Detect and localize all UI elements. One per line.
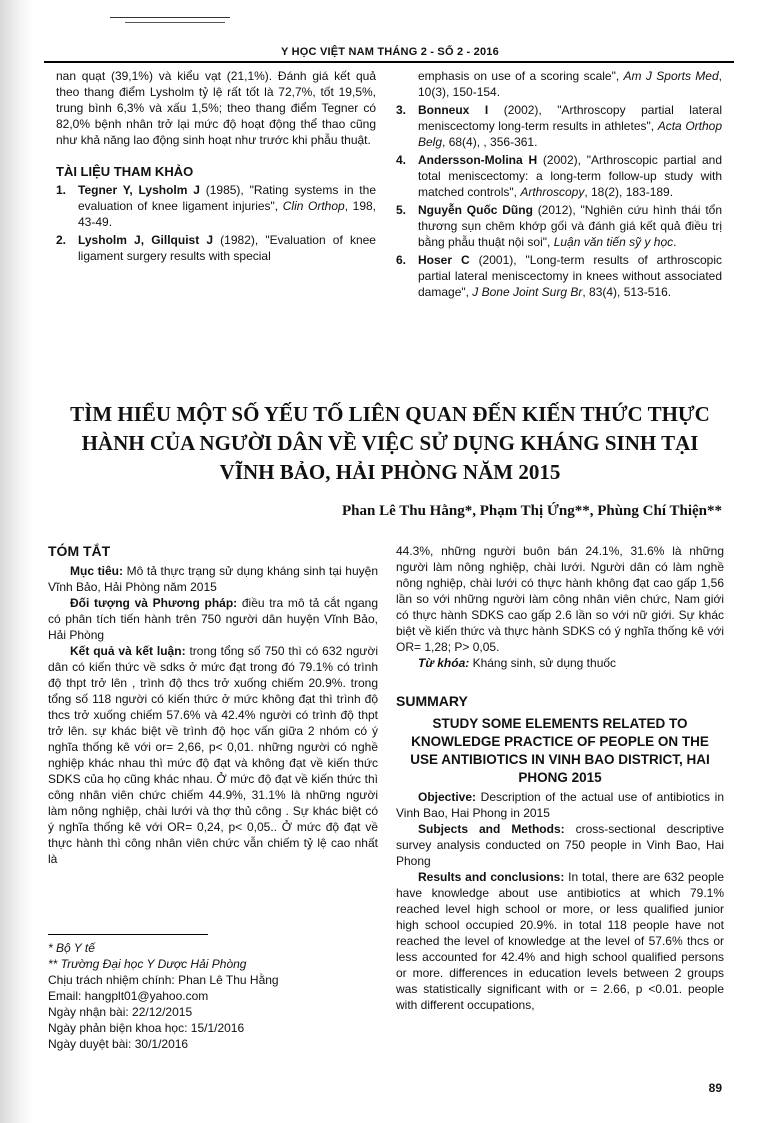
reference-text: (1985), "Rating systems in the evaluation of knee ligament injuries",	[78, 183, 376, 213]
reference-item	[396, 252, 722, 300]
running-header: Y HỌC VIỆT NAM THÁNG 2 - SỐ 2 - 2016	[281, 46, 499, 58]
reference-tail: , 18(2), 183-189.	[584, 185, 674, 199]
abstract-methods	[48, 595, 378, 643]
reference-text: (1982), "Evaluation of knee ligament surgery results with special	[78, 233, 376, 263]
summary-results	[396, 869, 724, 1013]
affiliation-2: ** Trường Đại học Y Dược Hải Phòng	[48, 957, 247, 971]
methods-text: điều tra mô tả cắt ngang có phân tích tiến hành trên 750 người dân huyện Vĩnh Bảo, Hải Phòng	[48, 596, 379, 642]
keywords	[396, 655, 724, 671]
results-label: Kết quả và kết luận:	[70, 644, 186, 658]
date-reviewed: Ngày phản biện khoa học: 15/1/2016	[48, 1021, 245, 1035]
date-received: Ngày nhận bài: 22/12/2015	[48, 1005, 193, 1019]
article-authors: Phan Lê Thu Hằng*, Phạm Thị Ứng**, Phùng Chí Thiện**	[342, 503, 722, 519]
reference-number: 3.	[396, 103, 407, 117]
en-objective-label: Objective:	[418, 790, 477, 804]
reference-authors: Tegner Y, Lysholm J	[78, 183, 200, 197]
reference-text: emphasis on use of a scoring scale",	[418, 69, 624, 83]
reference-text: (2012), "Nghiên cứu hình thái tổn thương sụn chêm khớp gối và đánh giá kết quả điều trị bằng phẫu thuật nội soi",	[418, 203, 723, 249]
page-number: 89	[708, 1081, 722, 1095]
prev-article-right-column	[396, 68, 722, 302]
en-methods-label: Subjects and Methods:	[418, 822, 565, 836]
reference-journal: Clin Orthop	[282, 199, 345, 213]
reference-number: 2.	[56, 233, 67, 247]
summary-methods	[396, 821, 724, 869]
reference-authors: Hoser C	[418, 253, 470, 267]
reference-journal: Acta Orthop Belg	[418, 119, 723, 149]
reference-tail: .	[673, 235, 677, 249]
reference-authors: Lysholm J, Gillquist J	[78, 233, 214, 247]
abstract-results	[48, 643, 378, 867]
en-results-label: Results and conclusions:	[418, 870, 565, 884]
objective-text: Mô tả thực trạng sử dụng kháng sinh tại huyện Vĩnh Bảo, Hải Phòng năm 2015	[48, 564, 378, 594]
reference-number: 6.	[396, 253, 407, 267]
reference-item	[396, 152, 722, 200]
prev-article-left-column	[56, 68, 376, 266]
prev-article-body: nan quạt (39,1%) và kiểu vạt (21,1%). Đánh giá kết quả theo thang điểm Lysholm tỷ lệ rất tốt là 72,7%, tốt 19,5%, trung bình 6,3% và xấu 1,5%; theo thang điểm Tegner có 82,0% bệnh nhân trở lại mức độ hoạt động thể thao cũng như khả năng lao động sinh hoạt như trước khi phẫu thuật.	[56, 69, 376, 147]
reference-item	[56, 182, 376, 230]
summary-title: STUDY SOME ELEMENTS RELATED TO KNOWLEDGE PRACTICE OF PEOPLE ON THE USE ANTIBIOTICS IN VINH BAO DISTRICT, HAI PHONG 2015	[410, 716, 710, 785]
summary-heading: SUMMARY	[396, 693, 468, 709]
results-text: trong tổng số 750 thì có 632 người dân có kiến thức về sdks ở mức đạt trong đó 79.1% có trình độ thpt trở lên , trình độ thcs trở xuống chiếm 20.9%. trong tổng số 118 người có kiến thức ở mức không đạt thì trình độ thcs trở xuống chiếm 57.6% và 42.4% người có trình độ thpt trở lên. sự khác biệt về trình độ học vấn giữa 2 nhóm có ý nghĩa thống kê với or= 2,66, p< 0,01. những người có nghề nghiệp khác nhau thì mức độ đạt và không đạt về kiến thức SDKS của họ cũng khác nhau. Ở mức độ đạt về kiến thức thì công nhân viên chức chiếm 44.9%, 31.1% là những người làm nông nghiệp, chài lưới và thợ thủ công . Sự khác biệt có ý nghĩa thống kê với OR= 0,24, p< 0,05.. Ở mức độ đạt về thực hành thì công nhân viên chức vẫn chiếm tỷ lệ cao nhất là	[48, 644, 378, 866]
author-email: Email: hangplt01@yahoo.com	[48, 989, 209, 1003]
date-approved: Ngày duyệt bài: 30/1/2016	[48, 1037, 189, 1051]
reference-text: (2002), "Arthroscopy partial lateral meniscectomy long-term results in athletes",	[418, 103, 722, 133]
keywords-text: Kháng sinh, sử dụng thuốc	[469, 656, 617, 670]
top-decor-rule	[110, 17, 230, 18]
scan-margin-edge	[0, 0, 34, 1123]
header-rule	[44, 61, 734, 63]
abstract-right-column	[396, 543, 724, 1013]
footnote-rule	[48, 934, 208, 935]
responsible-author: Chịu trách nhiệm chính: Phan Lê Thu Hằng	[48, 973, 279, 987]
reference-text: (2002), "Arthroscopic partial and total meniscectomy: a long-term follow-up study with matched controls",	[418, 153, 723, 199]
summary-objective	[396, 789, 724, 821]
methods-label: Đối tượng và Phương pháp:	[70, 596, 238, 610]
keywords-label: Từ khóa:	[418, 656, 470, 670]
reference-tail: , 83(4), 513-516.	[582, 285, 672, 299]
reference-item	[396, 102, 722, 150]
reference-authors: Andersson-Molina H	[418, 153, 538, 167]
reference-item	[396, 202, 722, 250]
affiliation-1: * Bộ Y tế	[48, 941, 95, 955]
top-decor-rule-2	[125, 22, 225, 23]
reference-number	[396, 68, 418, 100]
reference-tail: , 10(3), 150-154.	[418, 69, 722, 99]
reference-item	[396, 68, 722, 100]
reference-authors: Nguyễn Quốc Dũng	[418, 203, 533, 217]
abstract-heading: TÓM TẮT	[48, 543, 111, 559]
reference-journal: Luận văn tiến sỹ y học	[553, 235, 674, 249]
reference-journal: J Bone Joint Surg Br	[472, 285, 583, 299]
reference-number: 5.	[396, 203, 407, 217]
reference-item	[56, 232, 376, 264]
reference-text: (2001), "Long-term results of arthroscopic partial lateral meniscectomy in knees without associated damage",	[418, 253, 723, 299]
reference-number: 4.	[396, 153, 407, 167]
en-methods-text: cross-sectional descriptive survey analysis conducted on 750 people in Vinh Bao, Hai Phong	[396, 822, 724, 868]
reference-tail: , 68(4), , 356-361.	[442, 135, 538, 149]
reference-authors: Bonneux I	[418, 103, 489, 117]
abstract-objective	[48, 563, 378, 595]
en-results-text: In total, there are 632 people have knowledge about use antibiotics at which 79.1% reached level high school or more, or less qualified junior high school occupied 20.9%. in total 118 people have not reached the level of knowledge at the level of 57.6% thcs or less accounted for 42.4% and high school qualified persons or more. differences in education levels between 2 groups was statistically significant with or = 2.66, p <0.01. people with different occupations,	[396, 870, 725, 1012]
references-heading: TÀI LIỆU THAM KHẢO	[56, 164, 194, 179]
footnotes	[48, 940, 378, 1052]
reference-journal: Am J Sports Med	[623, 69, 719, 83]
results-continued: 44.3%, những người buôn bán 24.1%, 31.6% là những người làm nông nghiệp, chài lưới. Người dân có làm nghề nông nghiệp, chài lưới có thực hành không đạt cao gấp 1,56 lần so với những người làm công nhân viên chức, Nam giới có thực hành SDKS cao gấp 2.6 lần so với nữ giới. Sự khác biệt về kiến thức và thực hành SDKS có ý nghĩa thống kê với OR= 1,28; P> 0,05.	[396, 544, 724, 654]
reference-journal: Arthroscopy	[520, 185, 585, 199]
reference-number: 1.	[56, 183, 67, 197]
abstract-left-column	[48, 543, 378, 867]
article-title: TÌM HIỂU MỘT SỐ YẾU TỐ LIÊN QUAN ĐẾN KIẾN THỨC THỰC HÀNH CỦA NGƯỜI DÂN VỀ VIỆC SỬ DỤNG KHÁNG SINH TẠI VĨNH BẢO, HẢI PHÒNG NĂM 2015	[70, 402, 710, 484]
reference-tail: , 198, 43-49.	[78, 199, 376, 229]
en-objective-text: Description of the actual use of antibiotics in Vinh Bao, Hai Phong in 2015	[396, 790, 724, 820]
objective-label: Mục tiêu:	[70, 564, 123, 578]
